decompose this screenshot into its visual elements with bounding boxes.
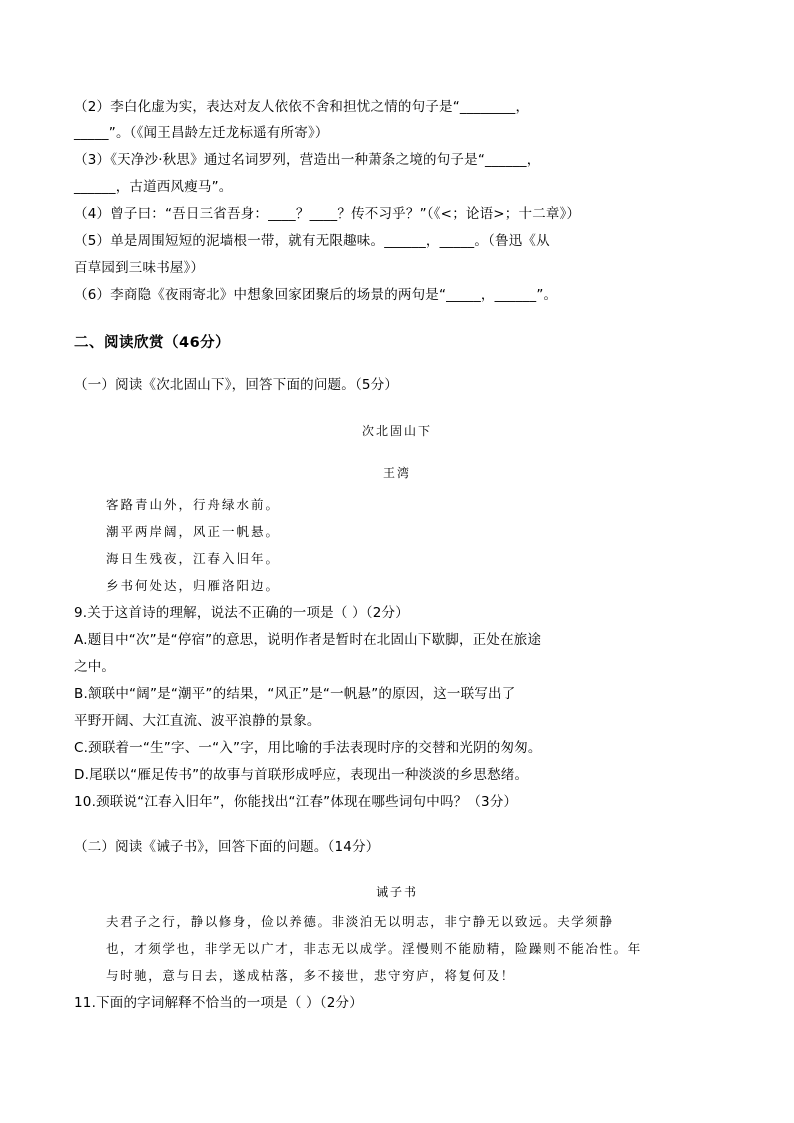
question-11: 11.下面的字词解释不恰当的一项是（ ）（2分） (74, 995, 363, 1011)
question-10: 10.颈联说“江春入旧年”，你能找出“江春”体现在哪些词句中吗？（3分） (74, 794, 518, 810)
question-4-line-1: （4）曾子曰：“吾日三省吾身：____？____？传不习乎？”（《<；论语>；十二章》） (74, 206, 581, 222)
question-5-line-2: 百草园到三味书屋》） (74, 260, 205, 276)
poem-author: 王湾 (382, 466, 411, 480)
part-1-heading: （一）阅读《次北固山下》，回答下面的问题。（5分） (74, 377, 399, 393)
question-9-option-d: D.尾联以“雁足传书”的故事与首联形成呼应，表现出一种淡淡的乡思愁绪。 (74, 767, 529, 783)
question-3-line-1: （3）《天净沙·秋思》通过名词罗列，营造出一种萧条之境的句子是“______， (74, 152, 541, 168)
question-9: 9.关于这首诗的理解，说法不正确的一项是（ ）（2分） (74, 605, 409, 621)
question-2-line-2: _____”。（《闻王昌龄左迁龙标遥有所寄》） (74, 125, 329, 141)
poem-line: 潮平两岸阔，风正一帆悬。 (106, 524, 281, 539)
poem-line: 乡书何处达，归雁洛阳边。 (106, 578, 281, 593)
question-6-line-1: （6）李商隐《夜雨寄北》中想象回家团聚后的场景的两句是“_____，______”。 (74, 287, 558, 303)
part-2-heading: （二）阅读《诫子书》，回答下面的问题。（14分） (74, 839, 380, 855)
text-line: 与时驰，意与日去，遂成枯落，多不接世，悲守穷庐，将复何及！ (106, 968, 515, 983)
question-9-option-b-line-2: 平野开阔、大江直流、波平浪静的景象。 (74, 713, 321, 729)
poem-title: 次北固山下 (361, 424, 432, 438)
question-9-option-a-line-1: A.题目中“次”是“停宿”的意思，说明作者是暂时在北固山下歇脚，正处在旅途 (74, 632, 542, 648)
question-9-option-b-line-1: B.颔联中“阔”是“潮平”的结果，“风正”是“一帆悬”的原因，这一联写出了 (74, 686, 516, 702)
question-2-line-1: （2）李白化虚为实，表达对友人依依不舍和担忧之情的句子是“________， (74, 99, 530, 115)
text-line: 也，才须学也，非学无以广才，非志无以成学。淫慢则不能励精，险躁则不能冶性。年 (106, 941, 642, 956)
poem-line: 海日生残夜，江春入旧年。 (106, 551, 281, 566)
question-5-line-1: （5）单是周围短短的泥墙根一带，就有无限趣味。______，_____。（鲁迅《从 (74, 233, 550, 249)
section-title-reading: 二、阅读欣赏（46分） (74, 335, 231, 351)
question-3-line-2: ______，古道西风瘦马”。 (74, 179, 233, 195)
text-line: 夫君子之行，静以修身，俭以养德。非淡泊无以明志，非宁静无以致远。夫学须静 (106, 914, 614, 929)
poem-line: 客路青山外，行舟绿水前。 (106, 497, 281, 512)
text-title: 诫子书 (375, 885, 418, 899)
question-9-option-c: C.颈联着一“生”字、一“入”字，用比喻的手法表现时序的交替和光阴的匆匆。 (74, 740, 542, 756)
question-9-option-a-line-2: 之中。 (74, 659, 116, 675)
